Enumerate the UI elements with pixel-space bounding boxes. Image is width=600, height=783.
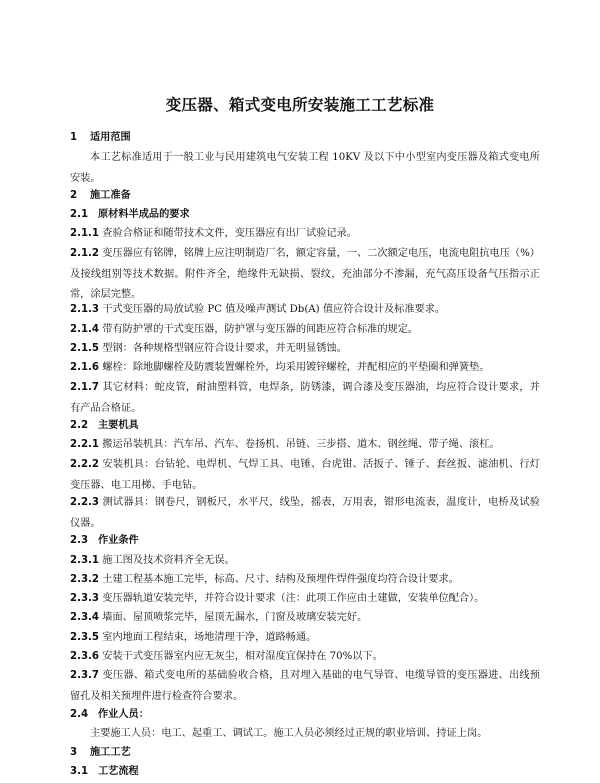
clause-text: 干式变压器的局放试验 PC 值及噪声测试 Db(A) 值应符合设计及标准要求。 — [102, 304, 446, 315]
clause-number: 2.3.3 — [70, 593, 100, 604]
clause-2-1-4 — [70, 320, 540, 341]
section-number: 2.4 — [70, 709, 89, 720]
section-title: 工艺流程 — [98, 766, 139, 777]
clause-number: 2.1.7 — [70, 382, 100, 393]
section-2-heading — [70, 186, 540, 207]
section-2-3-heading — [70, 531, 540, 552]
section-number: 3 — [70, 747, 78, 758]
section-number: 1 — [70, 132, 78, 143]
clause-2-3-5 — [70, 628, 540, 649]
clause-number: 2.1.4 — [70, 324, 100, 335]
clause-text: 螺栓：除地脚螺栓及防震装置螺栓外，均采用镀锌螺栓，并配相应的平垫圈和弹簧垫。 — [102, 362, 490, 373]
clause-2-1-5 — [70, 339, 540, 360]
clause-text: 变压器应有铭牌，铭牌上应注明制造厂名，额定容量，一、二次额定电压，电流电阻抗电压（%）及接线组别等技术数据。附件齐全，绝缘件无缺损、裂纹，充油部分不渗漏，充气高压设备气压指示正常，涂层完整。 — [70, 248, 540, 300]
clause-number: 2.1.5 — [70, 343, 100, 354]
section-title: 施工准备 — [90, 190, 131, 201]
clause-2-2-3 — [70, 493, 540, 534]
clause-number: 2.3.2 — [70, 574, 100, 585]
clause-number: 2.3.7 — [70, 670, 100, 681]
section-number: 2.2 — [70, 420, 89, 431]
clause-text: 安装干式变压器室内应无灰尘，相对湿度宜保持在 70%以下。 — [102, 651, 383, 662]
section-2-1-heading — [70, 205, 540, 226]
section-title: 作业人员： — [98, 709, 149, 720]
clause-2-2-2 — [70, 455, 540, 496]
clause-text: 墙面、屋顶喷浆完毕，屋顶无漏水，门窗及玻璃安装完好。 — [102, 612, 368, 623]
clause-2-1-3 — [70, 300, 540, 321]
clause-2-1-6 — [70, 358, 540, 379]
clause-text: 搬运吊装机具：汽车吊、汽车、卷扬机、吊链、三步搭、道木、钢丝绳、带子绳、滚杠。 — [102, 439, 500, 450]
clause-2-3-4 — [70, 608, 540, 629]
section-3-1-heading — [70, 762, 540, 783]
clause-text: 室内地面工程结束，场地清理干净，道路畅通。 — [102, 632, 317, 643]
section-number: 3.1 — [70, 766, 89, 777]
section-number: 2 — [70, 190, 78, 201]
clause-number: 2.2.1 — [70, 439, 100, 450]
section-1-text: 本工艺标准适用于一般工业与民用建筑电气安装工程 10KV 及以下中小型室内变压器及箱式变电所安装。 — [70, 152, 540, 184]
section-title: 主要机具 — [98, 420, 139, 431]
section-number: 2.1 — [70, 209, 89, 220]
clause-text: 变压器轨道安装完毕，并符合设计要求（注：此项工作应由土建做，安装单位配合）。 — [102, 593, 485, 604]
clause-number: 2.3.5 — [70, 632, 100, 643]
clause-2-3-6 — [70, 647, 540, 668]
section-2-4-heading — [70, 705, 540, 726]
clause-number: 2.2.2 — [70, 459, 100, 470]
section-number: 2.3 — [70, 535, 89, 546]
clause-text: 查验合格证和随带技术文件，变压器应有出厂试验记录。 — [102, 228, 357, 239]
clause-2-1-2 — [70, 244, 540, 306]
section-2-2-heading — [70, 416, 540, 437]
clause-number: 2.3.6 — [70, 651, 100, 662]
page-title: 变压器、箱式变电所安装施工工艺标准 — [165, 96, 435, 114]
clause-text: 测试器具：钢卷尺，钢板尺，水平尺，线坠，摇表，万用表，钳形电流表，温度计，电桥及试验仪器。 — [70, 497, 540, 529]
clause-text: 土建工程基本施工完毕，标高、尺寸、结构及预埋件焊件强度均符合设计要求。 — [102, 574, 459, 585]
section-2-4-text: 主要施工人员：电工、起重工、调试工。施工人员必须经过正规的职业培训、持证上岗。 — [90, 728, 488, 739]
clause-2-1-7 — [70, 378, 540, 419]
clause-text: 带有防护罩的干式变压器，防护罩与变压器的间距应符合标准的规定。 — [102, 324, 419, 335]
section-title: 作业条件 — [98, 535, 139, 546]
clause-number: 2.1.6 — [70, 362, 100, 373]
clause-number: 2.3.1 — [70, 555, 100, 566]
clause-2-3-3 — [70, 589, 540, 610]
section-3-heading — [70, 743, 540, 764]
clause-text: 施工图及技术资料齐全无误。 — [102, 555, 235, 566]
clause-number: 2.2.3 — [70, 497, 100, 508]
clause-text: 变压器、箱式变电所的基础验收合格，且对埋入基础的电气导管、电缆导管的变压器进、出线预留孔及相关预埋件进行检查符合要求。 — [70, 670, 540, 702]
clause-text: 安装机具：台钻轮、电焊机、气焊工具、电锤、台虎钳、活扳子、锤子、套丝扳、滤油机、行灯变压器、电工用梯、手电钻。 — [70, 459, 540, 491]
section-title: 施工工艺 — [90, 747, 131, 758]
section-title: 原材料半成品的要求 — [98, 209, 190, 220]
clause-number: 2.1.2 — [70, 248, 100, 259]
clause-2-1-1 — [70, 224, 540, 245]
clause-2-3-7 — [70, 666, 540, 707]
clause-number: 2.1.3 — [70, 304, 100, 315]
clause-number: 2.1.1 — [70, 228, 100, 239]
clause-text: 其它材料：蛇皮管，耐油塑料管，电焊条，防锈漆，调合漆及变压器油，均应符合设计要求，并有产品合格证。 — [70, 382, 540, 414]
clause-2-3-1 — [70, 551, 540, 572]
clause-number: 2.3.4 — [70, 612, 100, 623]
section-1-heading — [70, 128, 540, 149]
clause-2-2-1 — [70, 435, 540, 456]
section-title: 适用范围 — [90, 132, 131, 143]
clause-2-3-2 — [70, 570, 540, 591]
clause-text: 型钢：各种规格型钢应符合设计要求，并无明显锈蚀。 — [102, 343, 347, 354]
